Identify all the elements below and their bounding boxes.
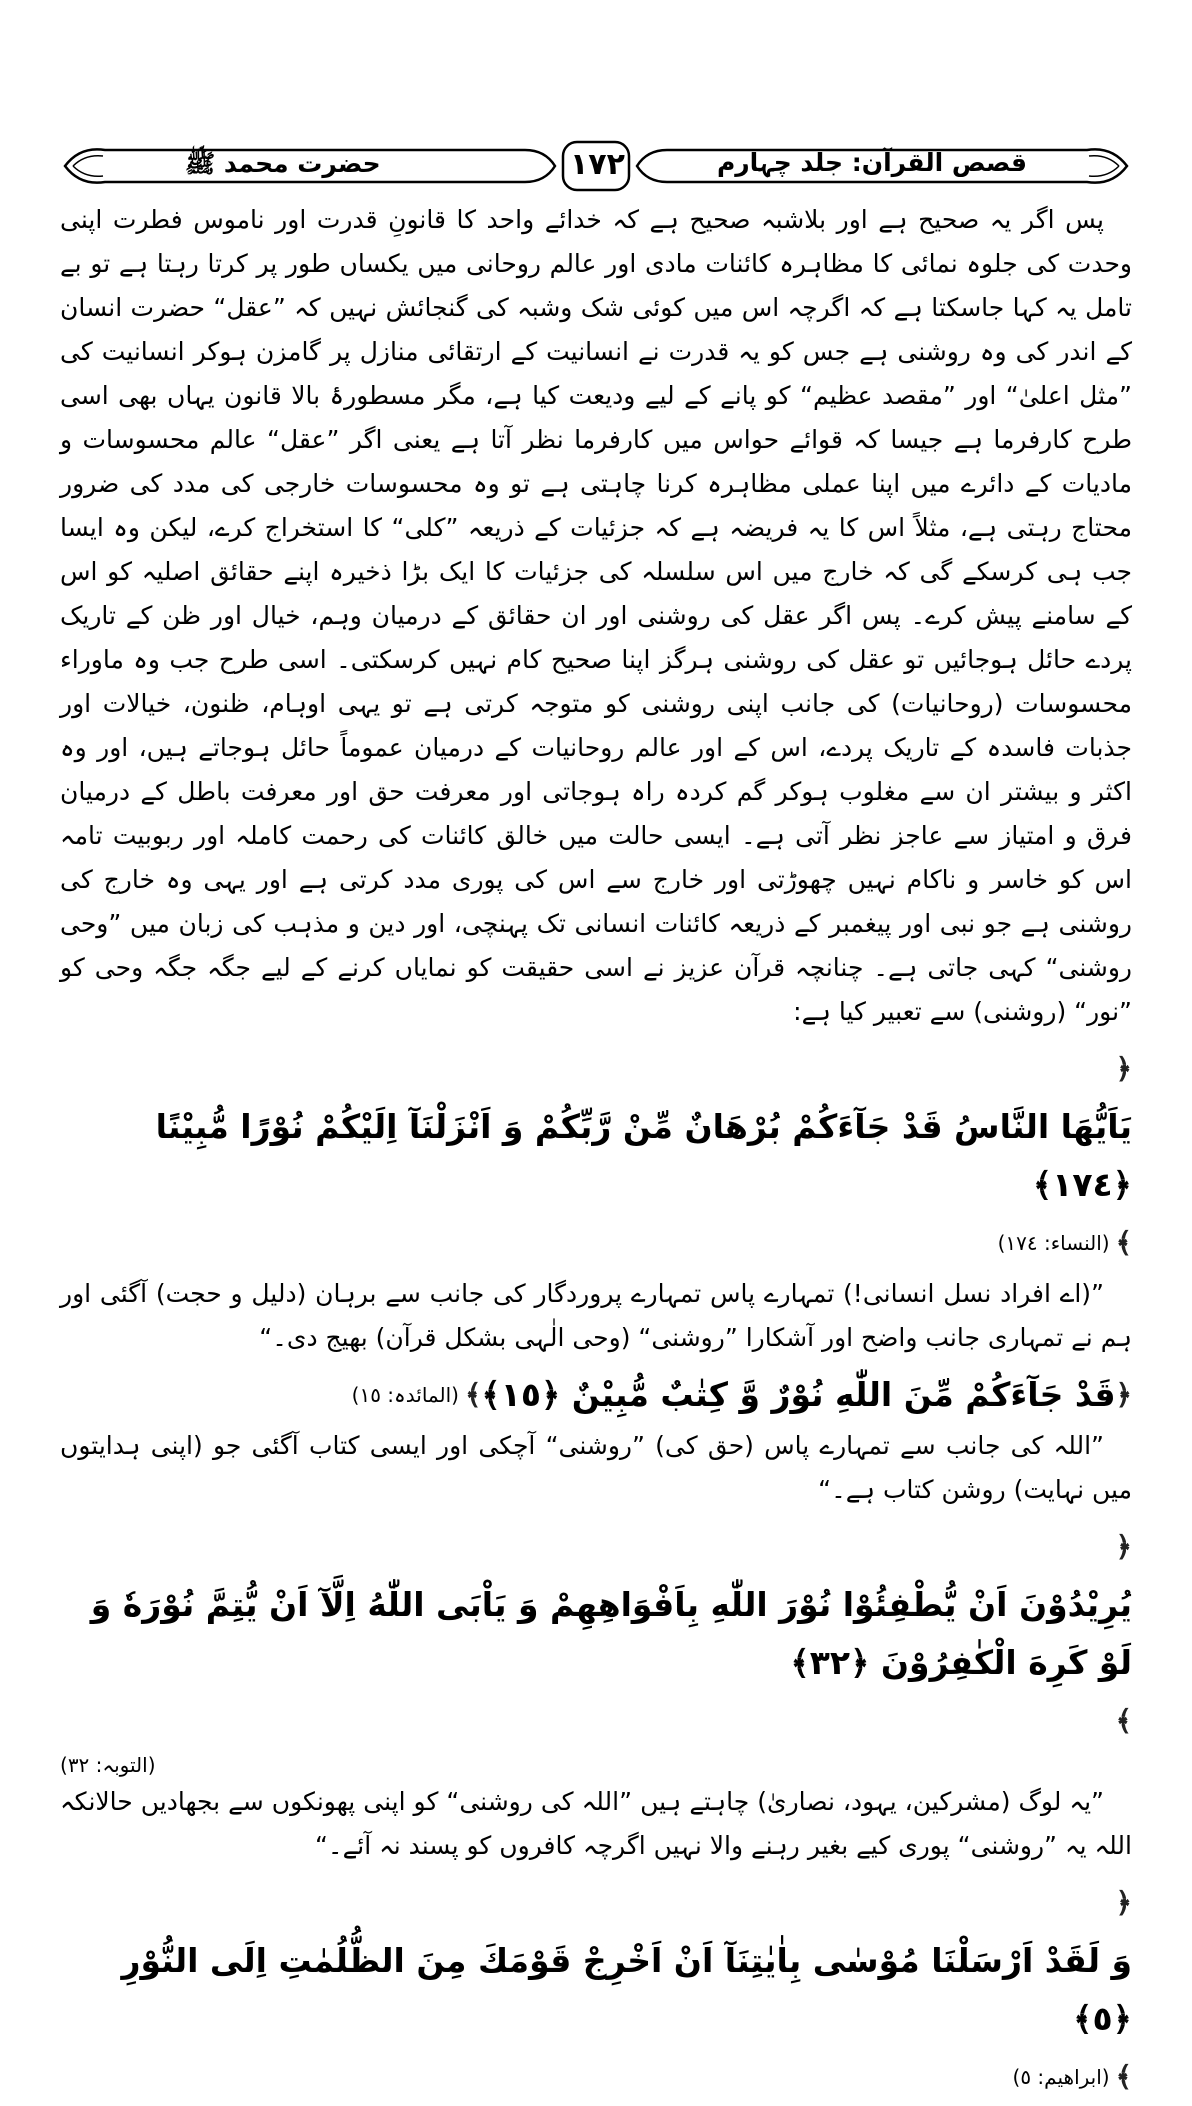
chapter-title: حضرت محمد ﷺ	[185, 149, 381, 178]
verse-translation: ”(اے افراد نسل انسانی!) تمہارے پاس تمہارے پروردگار کی جانب سے برہان (دلیل و حجت) آگئی اور ہم نے تمہاری جانب واضح اور آشکارا ”روشنی“ (وحی الٰہی بشکل قرآن) بھیج دی۔“	[60, 1279, 1132, 1352]
page-header	[55, 140, 1137, 192]
quran-verse-3	[60, 1518, 1132, 1750]
quran-verse-4	[60, 1874, 1132, 2106]
verse-arabic: يُرِيْدُوْنَ اَنْ يُّطْفِئُوْا نُوْرَ اللّٰهِ بِاَفْوَاهِهِمْ وَ يَاْبَى اللّٰهُ اِلَّآ اَنْ يُّتِمَّ نُوْرَهٗ وَ لَوْ كَرِهَ الْكٰفِرُوْنَ ﴿٣٢﴾	[90, 1585, 1132, 1682]
verse-arabic: يَاَيُّهَا النَّاسُ قَدْ جَآءَكُمْ بُرْهَانٌ مِّنْ رَّبِّكُمْ وَ اَنْزَلْنَآ اِلَيْكُمْ نُوْرًا مُّبِيْنًا ﴿١٧٤﴾	[155, 1107, 1132, 1204]
main-paragraph: پس اگر یہ صحیح ہے اور بلاشبہ صحیح ہے کہ خدائے واحد کا قانونِ قدرت اور ناموس فطرت اپنی وحدت کی جلوہ نمائی کا مظاہرہ کائنات مادی اور عالم روحانی میں یکساں طور پر کرتا رہتا ہے تو بے تامل یہ کہا جاسکتا ہے کہ اگرچہ اس میں کوئی شک وشبہ کی گنجائش نہیں کہ ”عقل“ حضرت انسان کے اندر کی وہ روشنی ہے جس کو یہ قدرت نے انسانیت کے ارتقائی منازل پر گامزن ہوکر انسانیت کی ”مثل اعلیٰ“ اور ”مقصد عظیم“ کو پانے کے لیے ودیعت کیا ہے، مگر مسطورۂ بالا قانون یہاں بھی اسی طرح کارفرما ہے جیسا کہ قوائے حواس میں کارفرما نظر آتا ہے یعنی اگر ”عقل“ عالم محسوسات و مادیات کے دائرے میں اپنا عملی مظاہرہ کرنا چاہتی ہے تو وہ محسوسات خارجی کی مدد کی ضرور محتاج رہتی ہے، مثلاً اس کا یہ فریضہ ہے کہ جزئیات کے ذریعہ ”کلی“ کا استخراج کرے، لیکن وہ ایسا جب ہی کرسکے گی کہ خارج میں اس سلسلہ کی جزئیات کا ایک بڑا ذخیرہ اپنے حقائق اصلیہ کو اس کے سامنے پیش کرے۔ پس اگر عقل کی روشنی اور ان حقائق کے درمیان وہم، خیال اور ظن کے تاریک پردے حائل ہوجائیں تو عقل کی روشنی ہرگز اپنا صحیح کام نہیں کرسکتی۔ اسی طرح جب وہ ماوراء محسوسات (روحانیات) کی جانب اپنی روشنی کو متوجہ کرتی ہے تو یہی اوہام، ظنون، خیالات اور جذبات فاسدہ کے تاریک پردے، اس کے اور عالم روحانیات کے درمیان عموماً حائل ہوجاتے ہیں، اور وہ اکثر و بیشتر ان سے مغلوب ہوکر گم کردہ راہ ہوجاتی اور معرفت حق اور معرفت باطل کے درمیان فرق و امتیاز سے عاجز نظر آتی ہے۔ ایسی حالت میں خالق کائنات کی رحمت کاملہ اور ربوبیت تامہ اس کو خاسر و ناکام نہیں چھوڑتی اور خارج سے اس کی پوری مدد کرتی ہے اور یہی وہ خارج کی روشنی ہے جو نبی اور پیغمبر کے ذریعہ کائنات انسانی تک پہنچی، اور دین و مذہب کی زبان میں ”وحی روشنی“ کہی جاتی ہے۔ چنانچہ قرآن عزیز نے اسی حقیقت کو نمایاں کرنے کے لیے جگہ جگہ وحی کو ”نور“ (روشنی) سے تعبیر کیا ہے:	[60, 205, 1132, 1026]
verse-reference: (النساء: ١٧٤)	[997, 1231, 1110, 1255]
ornament-close-icon: ﴾	[1115, 1226, 1132, 1259]
ornament-open-icon: ﴿	[1115, 1530, 1132, 1563]
ornament-open-icon: ﴿	[1115, 1052, 1132, 1085]
page-body	[60, 198, 1132, 2106]
ornament-close-icon: ﴾	[1115, 2060, 1132, 2093]
ornament-close-icon: ﴾	[1115, 1704, 1132, 1737]
verse-reference: (ابراھیم: ٥)	[1012, 2065, 1110, 2089]
ornament-open-icon: ﴿	[1115, 1886, 1132, 1919]
book-title: قصص القرآن: جلد چہارم	[716, 148, 1027, 177]
verse-arabic: وَ لَقَدْ اَرْسَلْنَا مُوْسٰى بِاٰيٰتِنَآ اَنْ اَخْرِجْ قَوْمَكَ مِنَ الظُّلُمٰتِ اِلَى النُّوْرِ ﴿٥﴾	[121, 1941, 1132, 2038]
quran-verse-2	[60, 1366, 1132, 1424]
verse-translation: ”اللہ کی جانب سے تمہارے پاس (حق کی) ”روشنی“ آچکی اور ایسی کتاب آگئی جو (اپنی ہدایتوں میں نہایت) روشن کتاب ہے۔“	[60, 1431, 1132, 1504]
quran-verse-1	[60, 1040, 1132, 1272]
verse-reference: (التوبہ: ٣٢)	[60, 1753, 156, 1777]
page-number: ١٧٢	[570, 147, 625, 182]
verse-translation: ”یہ لوگ (مشرکین، یہود، نصاریٰ) چاہتے ہیں ”اللہ کی روشنی“ کو اپنی پھونکوں سے بجھادیں حالانکہ اللہ یہ ”روشنی“ پوری کیے بغیر رہنے والا نہیں اگرچہ کافروں کو پسند نہ آئے۔“	[60, 1787, 1132, 1860]
verse-reference: (المائدہ: ١٥)	[351, 1383, 459, 1407]
ornament-close-icon: ﴾	[464, 1378, 482, 1411]
ornament-open-icon: ﴿	[1115, 1378, 1132, 1411]
verse-arabic: قَدْ جَآءَكُمْ مِّنَ اللّٰهِ نُوْرٌ وَّ كِتٰبٌ مُّبِيْنٌ ﴿١٥﴾	[481, 1375, 1116, 1414]
